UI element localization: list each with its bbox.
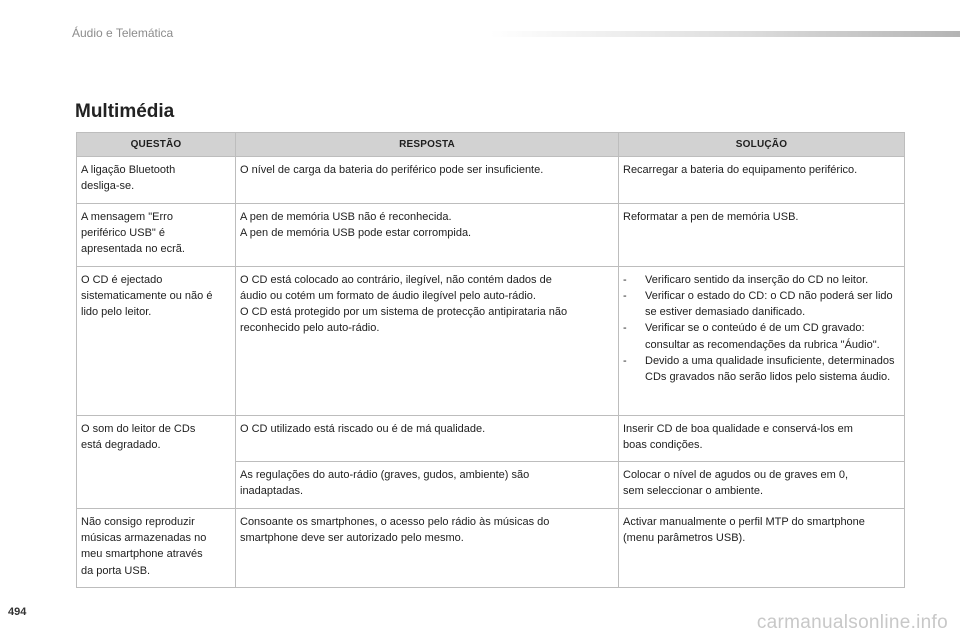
watermark: carmanualsonline.info [756, 612, 948, 633]
cell-text-line: sem seleccionar o ambiente. [623, 485, 764, 498]
cell-text-line: áudio ou cotém um formato de áudio ilegível pelo auto-rádio. [240, 289, 536, 302]
cell-text-line: sistematicamente ou não é [81, 289, 213, 302]
cell-text-line: apresentada no ecrã. [81, 243, 185, 256]
cell-text-line: músicas armazenadas no [81, 532, 207, 545]
column-header-solution: SOLUÇÃO [619, 133, 905, 157]
column-header-question: QUESTÃO [77, 133, 236, 157]
cell-text-line: Reformatar a pen de memória USB. [623, 210, 799, 223]
cell-text-line: Não consigo reproduzir [81, 515, 195, 528]
cell-text-line: Recarregar a bateria do equipamento periférico. [623, 164, 858, 176]
cell-text-line: As regulações do auto-rádio (graves, gudos, ambiente) são [240, 469, 530, 482]
solution-cell [619, 203, 905, 266]
solution-list-item: - Verificaro sentido da inserção do CD no leitor. [623, 272, 900, 288]
question-cell [77, 415, 236, 508]
solution-list-item: - Devido a uma qualidade insuficiente, determinados CDs gravados não serão lidos pelo sistema áudio. [623, 353, 900, 386]
cell-text-line: Colocar o nível de agudos ou de graves em 0, [623, 469, 849, 482]
cell-text-line: A pen de memória USB não é reconhecida. [240, 210, 452, 223]
answer-cell [236, 157, 619, 204]
solution-list-item: - Verificar o estado do CD: o CD não poderá ser lido se estiver demasiado danificado. [623, 288, 900, 321]
troubleshooting-table [76, 132, 905, 588]
cell-text-line: meu smartphone através [81, 548, 203, 561]
cell-text-line: periférico USB" é [81, 226, 165, 239]
cell-text-line: Activar manualmente o perfil MTP do smartphone [623, 515, 865, 528]
cell-text-line: Consoante os smartphones, o acesso pelo rádio às músicas do [240, 515, 550, 528]
question-cell [77, 203, 236, 266]
cell-text-line: O nível de carga da bateria do periférico pode ser insuficiente. [240, 164, 544, 176]
chapter-title: Áudio e Telemática [72, 26, 174, 40]
cell-text-line: está degradado. [81, 438, 161, 451]
cell-text-line: Inserir CD de boa qualidade e conservá-los em [623, 422, 853, 435]
solution-cell [619, 462, 905, 509]
cell-text-line: desliga-se. [81, 180, 135, 193]
question-cell [77, 266, 236, 415]
answer-cell [236, 415, 619, 462]
table-row [77, 266, 905, 415]
cell-text-line: O CD utilizado está riscado ou é de má qualidade. [240, 422, 486, 435]
cell-text-line: O CD é ejectado [81, 273, 163, 286]
cell-text-line: O CD está colocado ao contrário, ilegível, não contém dados de [240, 273, 552, 286]
answer-cell [236, 462, 619, 509]
cell-text-line: (menu parâmetros USB). [623, 532, 746, 545]
solution-list-item: - Verificar se o conteúdo é de um CD gravado: consultar as recomendações da rubrica "Áudio". [623, 320, 900, 353]
answer-cell [236, 508, 619, 587]
solution-cell [619, 508, 905, 587]
cell-text-line: da porta USB. [81, 564, 151, 577]
cell-text-line: A pen de memória USB pode estar corrompida. [240, 226, 472, 239]
column-header-answer: RESPOSTA [236, 133, 619, 157]
page-number: 494 [8, 606, 27, 618]
cell-text-line: smartphone deve ser autorizado pelo mesmo. [240, 532, 464, 545]
table-row [77, 203, 905, 266]
solution-cell [619, 266, 905, 415]
answer-cell [236, 203, 619, 266]
table-row [77, 508, 905, 587]
cell-text-line: reconhecido pelo auto-rádio. [240, 322, 380, 335]
cell-text-line: boas condições. [623, 438, 703, 451]
cell-text-line: A mensagem "Erro [81, 210, 173, 223]
cell-text-line: O CD está protegido por um sistema de protecção antipirataria não [240, 306, 568, 319]
section-title: Multimédia [75, 101, 175, 122]
question-cell [77, 157, 236, 204]
cell-text-line: O som do leitor de CDs [81, 422, 196, 435]
table-header-row [77, 133, 905, 157]
table-row [77, 157, 905, 204]
question-cell [77, 508, 236, 587]
answer-cell [236, 266, 619, 415]
table-row [77, 415, 905, 462]
cell-text-line: lido pelo leitor. [81, 306, 152, 319]
cell-text-line: inadaptadas. [240, 485, 303, 498]
solution-list [623, 272, 900, 386]
solution-cell [619, 415, 905, 462]
cell-text-line: A ligação Bluetooth [81, 164, 176, 176]
header-gradient-bar [490, 31, 960, 37]
solution-cell [619, 157, 905, 204]
